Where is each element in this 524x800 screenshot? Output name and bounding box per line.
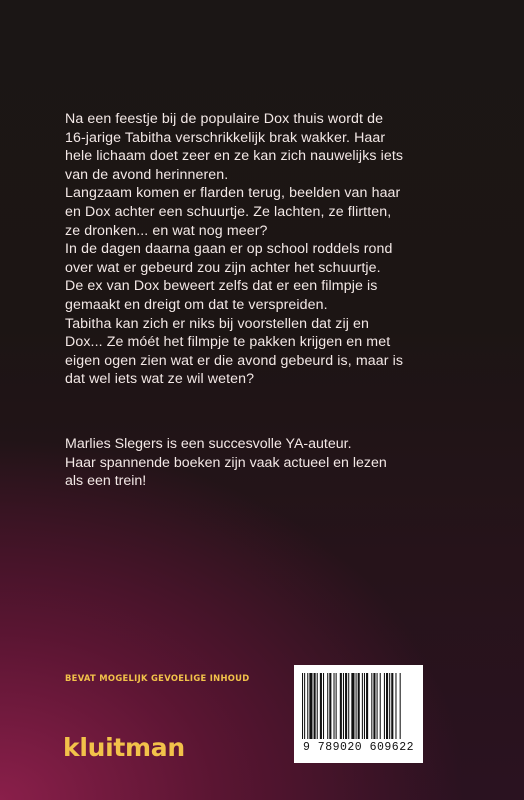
blurb-line: hele lichaam doet zeer en ze kan zich nauwelijks iets	[65, 148, 404, 165]
blurb-text	[65, 110, 465, 389]
blurb-line: van de avond herinneren.	[65, 166, 229, 183]
blurb-line: Na een feestje bij de populaire Dox thuis wordt de	[65, 111, 384, 127]
blurb-line: Langzaam komen er flarden terug, beelden van haar	[65, 185, 401, 202]
isbn-barcode	[294, 665, 423, 763]
blurb-line: gemaakt en dreigt om dat te verspreiden.	[65, 296, 328, 313]
isbn-number: 9 789020 609622	[302, 741, 415, 754]
blurb-line: en Dox achter een schuurtje. Ze lachten, ze flirtten,	[65, 203, 392, 220]
author-bio	[65, 435, 465, 491]
publisher-logo: kluitman	[63, 733, 185, 762]
blurb-line: De ex van Dox beweert zelfs dat er een filmpje is	[65, 278, 378, 295]
blurb-line: 16-jarige Tabitha verschrikkelijk brak wakker. Haar	[65, 129, 386, 146]
blurb-line: ze dronken... en wat nog meer?	[65, 222, 268, 239]
blurb-line: Tabitha kan zich er niks bij voorstellen dat zij en	[65, 315, 369, 332]
blurb-line: dat wel iets wat ze wil weten?	[65, 371, 255, 388]
blurb-line: In de dagen daarna gaan er op school roddels rond	[65, 241, 393, 258]
author-bio-line: Haar spannende boeken zijn vaak actueel en lezen	[65, 454, 387, 471]
blurb-line: Dox... Ze móét het filmpje te pakken krijgen en met	[65, 334, 391, 351]
blurb-line: over wat er gebeurd zou zijn achter het schuurtje.	[65, 259, 381, 276]
author-bio-line: Marlies Slegers is een succesvolle YA-auteur.	[65, 436, 352, 452]
barcode-bars	[302, 673, 415, 739]
author-bio-line: als een trein!	[65, 473, 147, 490]
blurb-line: eigen ogen zien wat er die avond gebeurd is, maar is	[65, 352, 404, 369]
content-warning: BEVAT MOGELIJK GEVOELIGE INHOUD	[65, 673, 250, 683]
